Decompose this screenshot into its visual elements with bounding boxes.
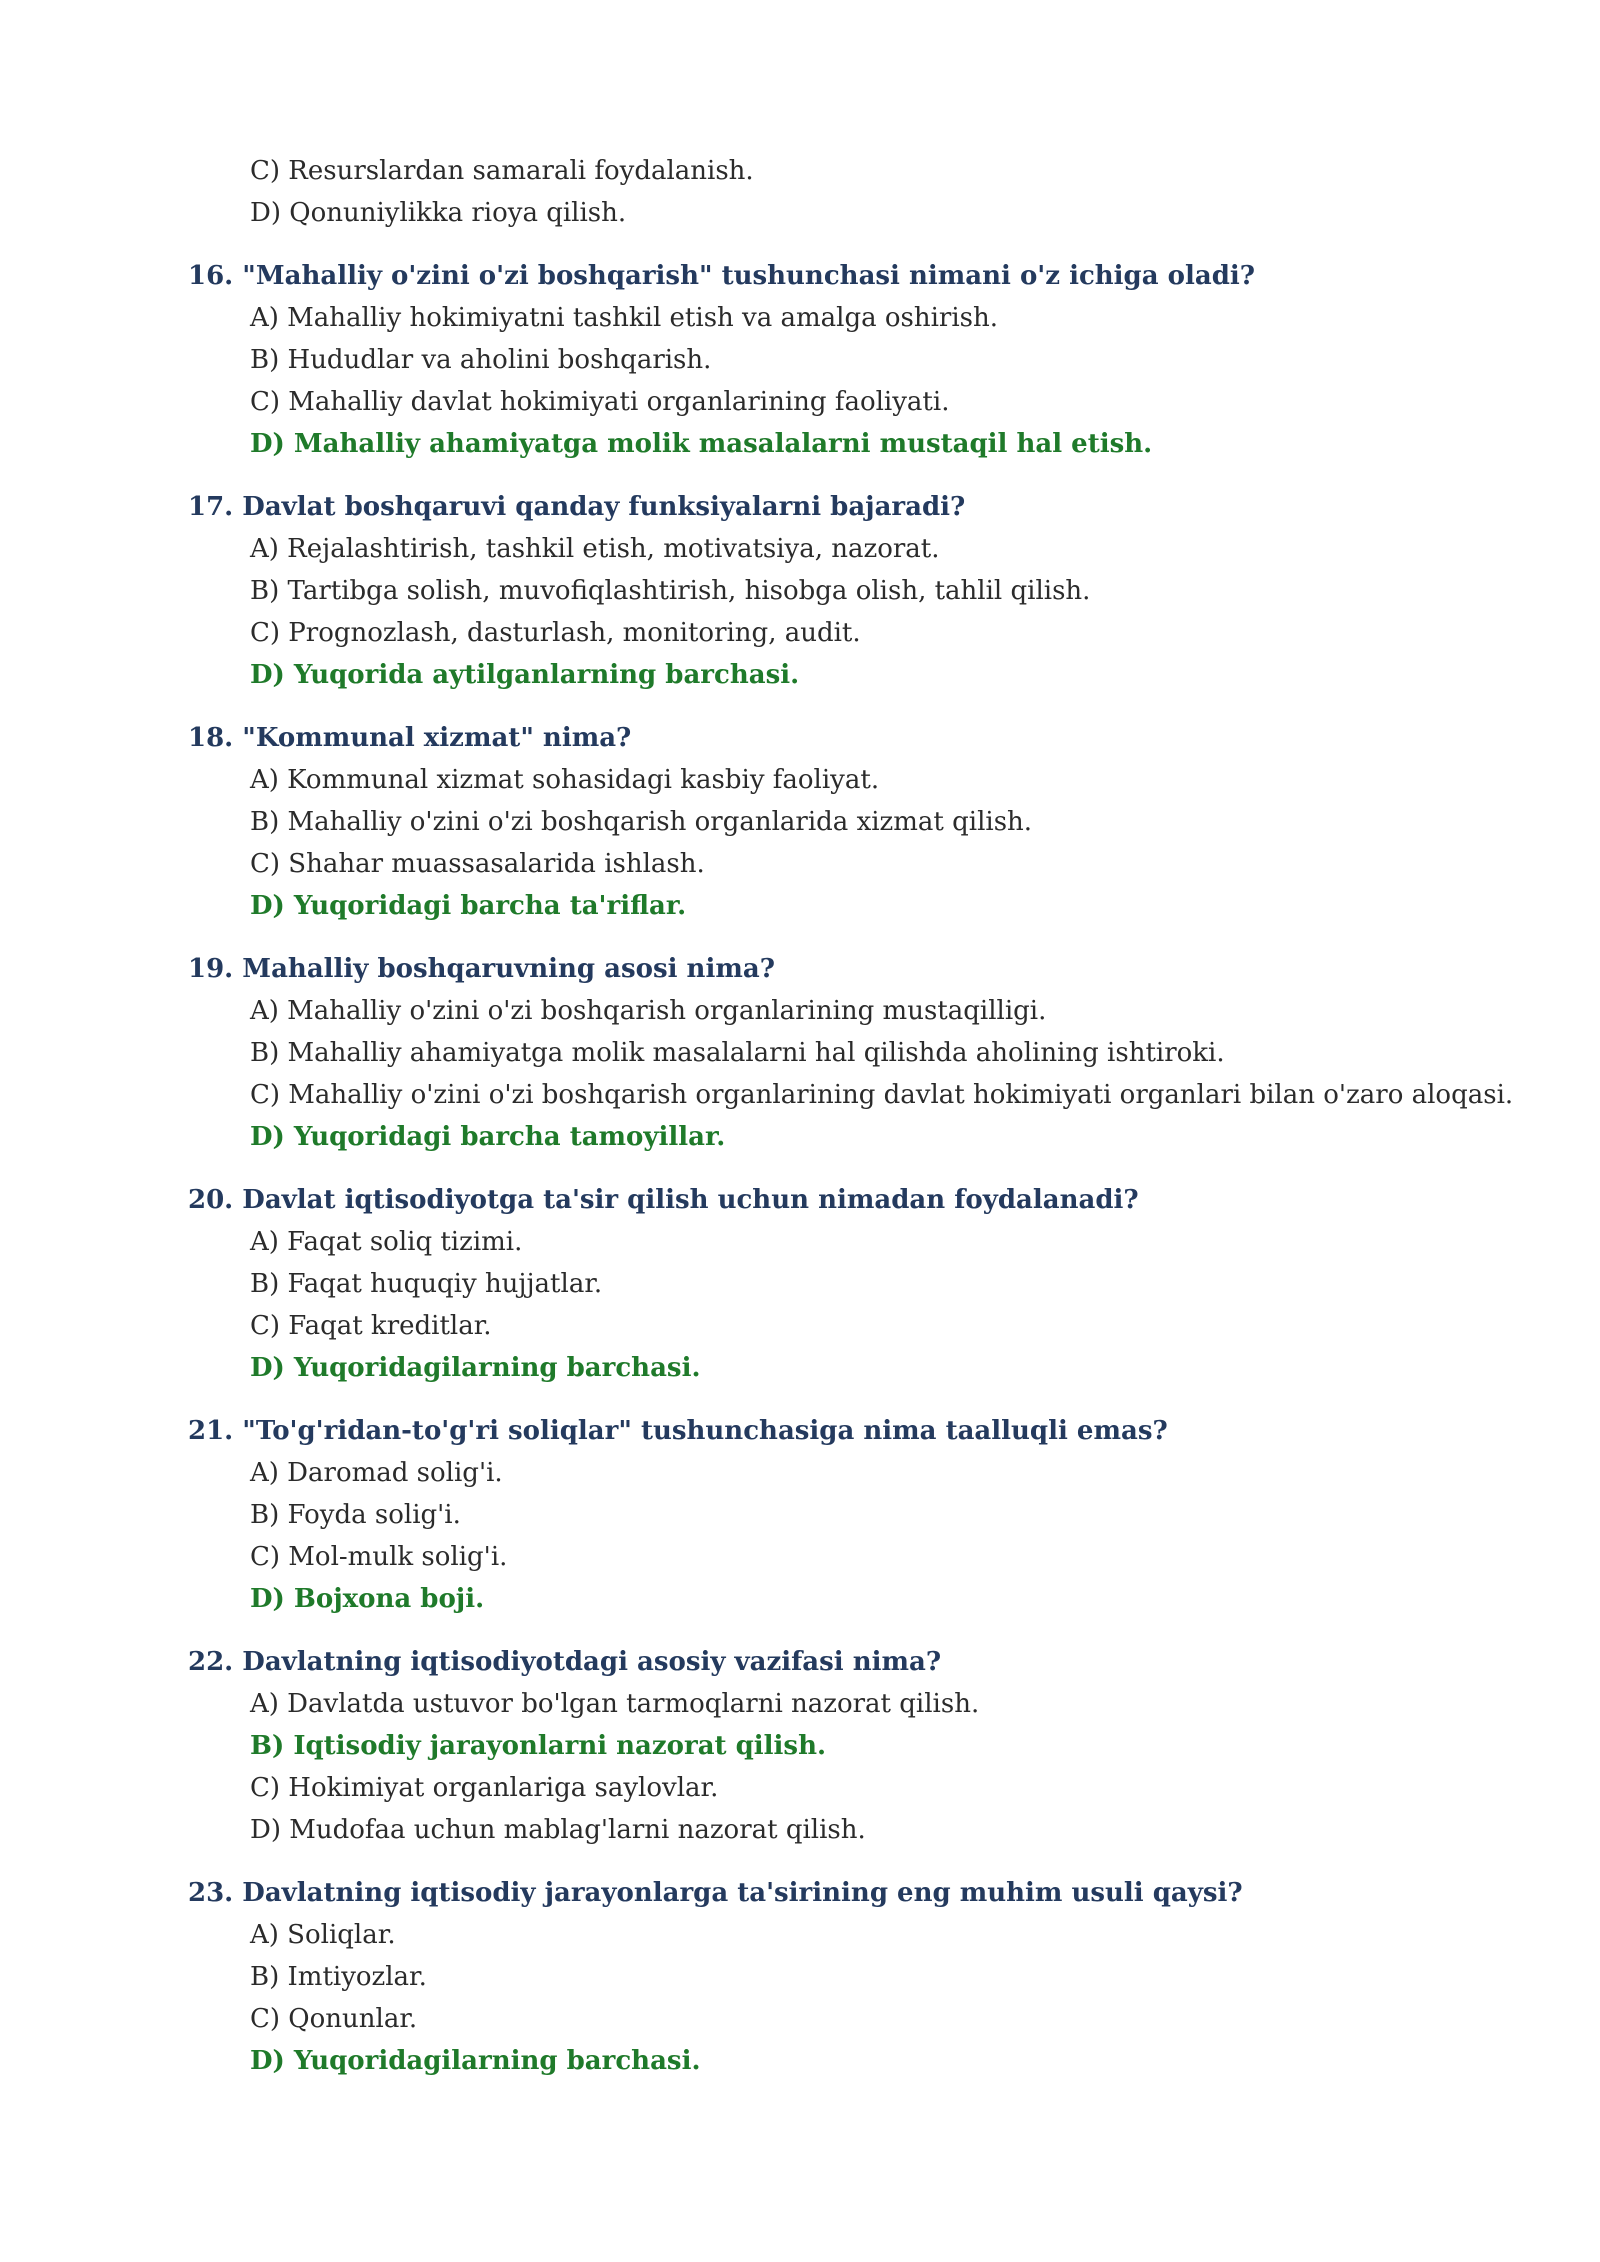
option-line: C) Mol-mulk solig'i. — [250, 1542, 508, 1572]
question-block — [188, 1410, 1488, 1620]
option-line: A) Mahalliy hokimiyatni tashkil etish va amalga oshirish. — [250, 303, 999, 333]
option-line: B) Tartibga solish, muvofiqlashtirish, hisobga olish, tahlil qilish. — [250, 576, 1091, 606]
correct-option-line: D) Yuqoridagilarning barchasi. — [250, 2046, 701, 2076]
question-block — [188, 255, 1488, 465]
question-block — [188, 1641, 1488, 1851]
option-line: C) Shahar muassasalarida ishlash. — [250, 849, 705, 879]
question-title: 22. Davlatning iqtisodiyotdagi asosiy vazifasi nima? — [188, 1647, 942, 1677]
question-title: 20. Davlat iqtisodiyotga ta'sir qilish uchun nimadan foydalanadi? — [188, 1185, 1139, 1215]
option-line: C) Hokimiyat organlariga saylovlar. — [250, 1773, 719, 1803]
correct-option-line: D) Yuqoridagilarning barchasi. — [250, 1353, 701, 1383]
question-block — [188, 1872, 1488, 2082]
option-line: A) Daromad solig'i. — [250, 1458, 503, 1488]
option-line: A) Rejalashtirish, tashkil etish, motivatsiya, nazorat. — [250, 534, 940, 564]
option-line: B) Foyda solig'i. — [250, 1500, 461, 1530]
option-line: C) Resurslardan samarali foydalanish. — [250, 156, 754, 186]
question-title: 16. "Mahalliy o'zini o'zi boshqarish" tushunchasi nimani o'z ichiga oladi? — [188, 261, 1255, 291]
question-block — [188, 486, 1488, 696]
option-line: B) Hududlar va aholini boshqarish. — [250, 345, 712, 375]
option-line: C) Qonunlar. — [250, 2004, 418, 2034]
option-line: A) Faqat soliq tizimi. — [250, 1227, 523, 1257]
correct-option-line: D) Mahalliy ahamiyatga molik masalalarni mustaqil hal etish. — [250, 429, 1153, 459]
option-line: A) Kommunal xizmat sohasidagi kasbiy faoliyat. — [250, 765, 880, 795]
question-title: 23. Davlatning iqtisodiy jarayonlarga ta'sirining eng muhim usuli qaysi? — [188, 1878, 1243, 1908]
option-line: B) Faqat huquqiy hujjatlar. — [250, 1269, 603, 1299]
option-line: C) Mahalliy davlat hokimiyati organlarining faoliyati. — [250, 387, 950, 417]
option-line: B) Mahalliy o'zini o'zi boshqarish organlarida xizmat qilish. — [250, 807, 1033, 837]
question-title: 17. Davlat boshqaruvi qanday funksiyalarni bajaradi? — [188, 492, 966, 522]
question-title: 19. Mahalliy boshqaruvning asosi nima? — [188, 954, 775, 984]
correct-option-line: D) Yuqoridagi barcha ta'riflar. — [250, 891, 687, 921]
correct-option-line: D) Yuqorida aytilganlarning barchasi. — [250, 660, 800, 690]
quiz-content — [188, 150, 1514, 2103]
option-line: A) Davlatda ustuvor bo'lgan tarmoqlarni nazorat qilish. — [250, 1689, 980, 1719]
question-title: 21. "To'g'ridan-to'g'ri soliqlar" tushunchasiga nima taalluqli emas? — [188, 1416, 1168, 1446]
correct-option-line: B) Iqtisodiy jarayonlarni nazorat qilish. — [250, 1731, 827, 1761]
question-block — [188, 948, 1514, 1158]
correct-option-line: D) Bojxona boji. — [250, 1584, 485, 1614]
option-line: B) Imtiyozlar. — [250, 1962, 427, 1992]
option-line: B) Mahalliy ahamiyatga molik masalalarni hal qilishda aholining ishtiroki. — [250, 1038, 1225, 1068]
option-line: A) Soliqlar. — [250, 1920, 396, 1950]
question-block — [188, 1179, 1488, 1389]
option-line: C) Prognozlash, dasturlash, monitoring, audit. — [250, 618, 861, 648]
correct-option-line: D) Yuqoridagi barcha tamoyillar. — [250, 1122, 726, 1152]
option-line: A) Mahalliy o'zini o'zi boshqarish organlarining mustaqilligi. — [250, 996, 1047, 1026]
option-line: D) Mudofaa uchun mablag'larni nazorat qilish. — [250, 1815, 866, 1845]
question-block — [188, 717, 1488, 927]
option-line: D) Qonuniylikka rioya qilish. — [250, 198, 627, 228]
continuation-block — [188, 150, 1488, 234]
option-line: C) Faqat kreditlar. — [250, 1311, 492, 1341]
question-title: 18. "Kommunal xizmat" nima? — [188, 723, 632, 753]
option-line: C) Mahalliy o'zini o'zi boshqarish organlarining davlat hokimiyati organlari bilan o'zaro aloqasi. — [250, 1080, 1514, 1110]
